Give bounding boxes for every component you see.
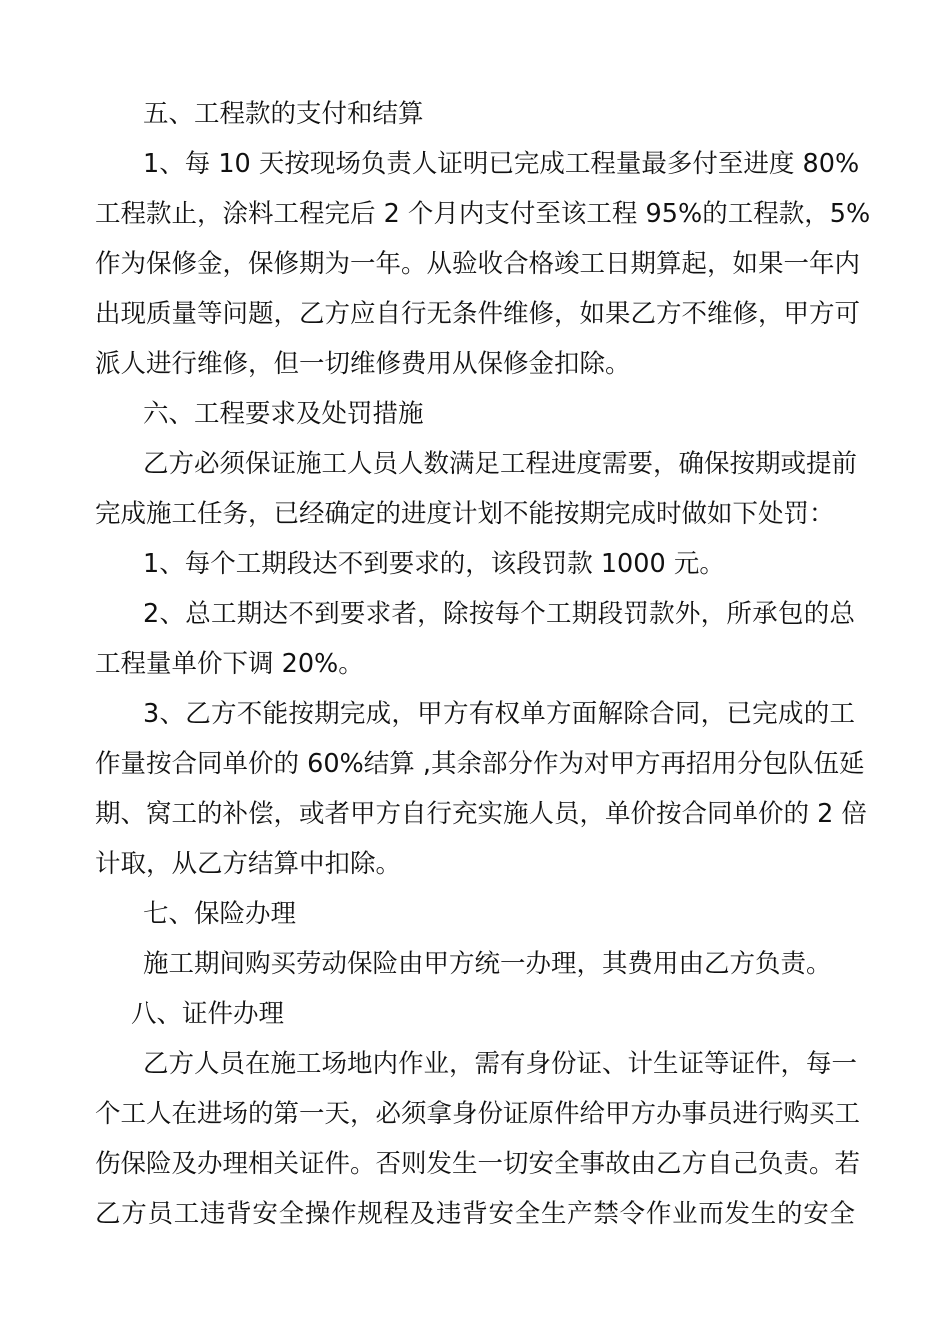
paragraph-line: 1、每 10 天按现场负责人证明已完成工程量最多付至进度 80% xyxy=(143,149,860,179)
section-heading-insurance: 七、保险办理 xyxy=(143,899,297,929)
paragraph-line: 完成施工任务，已经确定的进度计划不能按期完成时做如下处罚： xyxy=(95,499,835,529)
paragraph-line: 个工人在进场的第一天，必须拿身份证原件给甲方办事员进行购买工 xyxy=(95,1099,861,1129)
paragraph-line: 计取，从乙方结算中扣除。 xyxy=(95,849,402,879)
paragraph-line: 工程量单价下调 20%。 xyxy=(95,649,364,679)
paragraph-line: 派人进行维修，但一切维修费用从保修金扣除。 xyxy=(95,349,631,379)
paragraph-line: 2、总工期达不到要求者，除按每个工期段罚款外，所承包的总 xyxy=(143,599,855,629)
section-heading-payment: 五、工程款的支付和结算 xyxy=(143,99,424,129)
paragraph-line: 乙方员工违背安全操作规程及违背安全生产禁令作业而发生的安全 xyxy=(95,1199,855,1229)
paragraph-line: 工程款止，涂料工程完后 2 个月内支付至该工程 95%的工程款，5% xyxy=(95,199,871,229)
paragraph-line: 1、每个工期段达不到要求的，该段罚款 1000 元。 xyxy=(143,549,725,579)
paragraph-line: 伤保险及办理相关证件。否则发生一切安全事故由乙方自己负责。若 xyxy=(95,1149,861,1179)
paragraph-line: 作为保修金，保修期为一年。从验收合格竣工日期算起，如果一年内 xyxy=(95,249,861,279)
paragraph-line: 期、窝工的补偿，或者甲方自行充实施人员，单价按合同单价的 2 倍 xyxy=(95,799,867,829)
paragraph-line: 作量按合同单价的 60%结算 ,其余部分作为对甲方再招用分包队伍延 xyxy=(95,749,865,779)
paragraph-line: 施工期间购买劳动保险由甲方统一办理，其费用由乙方负责。 xyxy=(143,949,832,979)
section-heading-certificates: 八、证件办理 xyxy=(131,999,285,1029)
paragraph-line: 3、乙方不能按期完成，甲方有权单方面解除合同，已完成的工 xyxy=(143,699,855,729)
section-heading-requirements: 六、工程要求及处罚措施 xyxy=(143,399,424,429)
paragraph-line: 乙方必须保证施工人员人数满足工程进度需要，确保按期或提前 xyxy=(143,449,858,479)
paragraph-line: 出现质量等问题，乙方应自行无条件维修，如果乙方不维修，甲方可 xyxy=(95,299,861,329)
paragraph-line: 乙方人员在施工场地内作业，需有身份证、计生证等证件，每一 xyxy=(143,1049,858,1079)
